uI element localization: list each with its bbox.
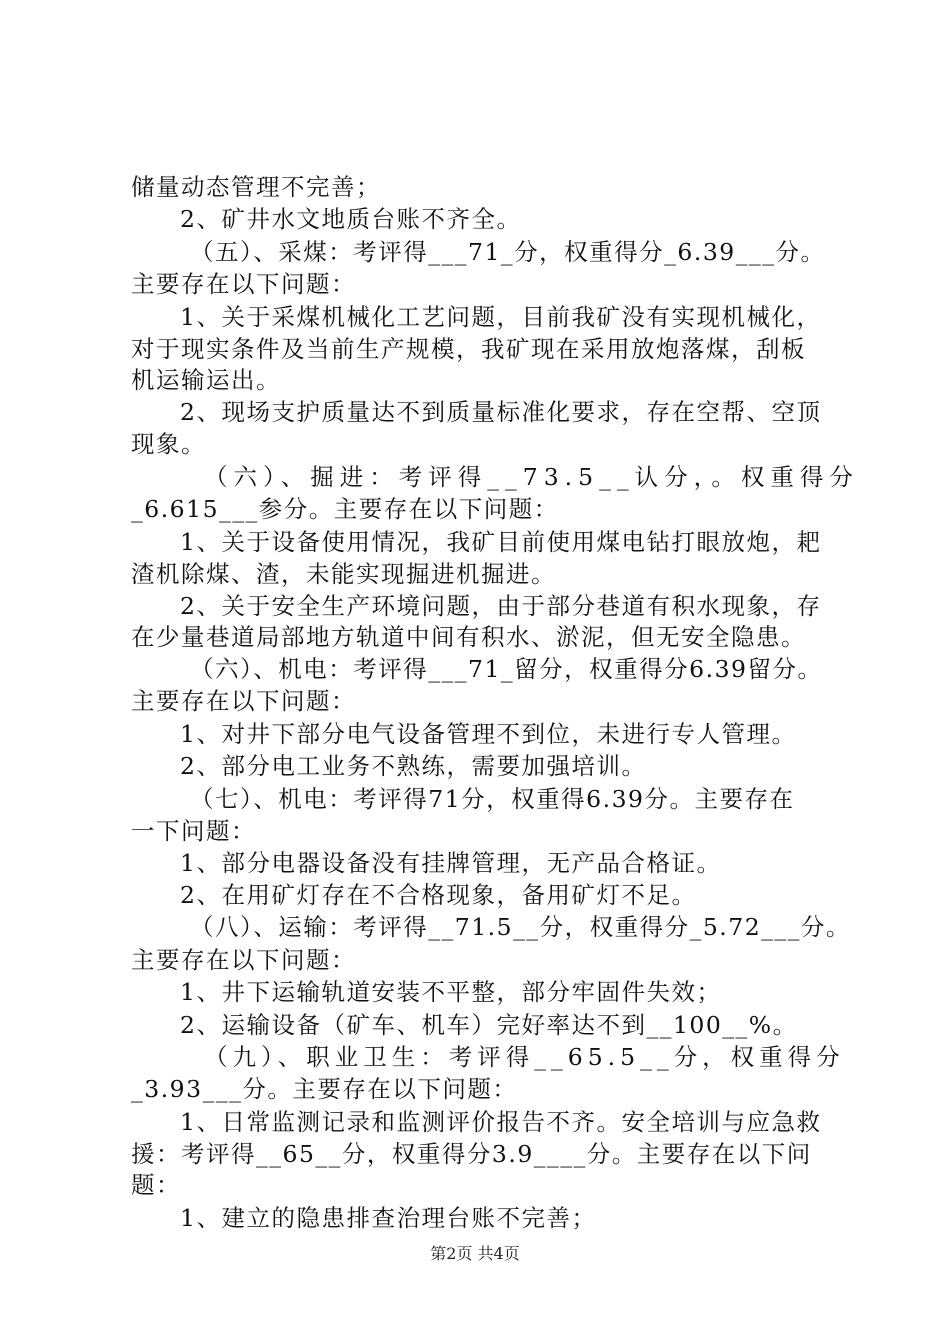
text-line: 2、在用矿灯存在不合格现象，备用矿灯不足。 — [180, 881, 697, 909]
text-line: _3.93___分。主要存在以下问题： — [131, 1075, 518, 1103]
section-heading: （六）、机电：考评得___71_留分，权重得分6.39留分。 — [190, 655, 823, 683]
text-line: 主要存在以下问题： — [131, 687, 356, 715]
text-line: 2、矿井水文地质台账不齐全。 — [180, 205, 522, 233]
text-line: 1、关于采煤机械化工艺问题，目前我矿没有实现机械化， — [180, 303, 822, 331]
section-heading: （七）、机电：考评得71分，权重得6.39分。主要存在 — [190, 785, 795, 813]
text-line: 题： — [131, 1171, 181, 1199]
text-line: _6.615___参分。主要存在以下问题： — [131, 495, 559, 523]
text-line: 1、对井下部分电气设备管理不到位，未进行专人管理。 — [180, 720, 797, 748]
text-line: 机运输运出。 — [131, 366, 281, 394]
text-line: 1、井下运输轨道安装不平整，部分牢固件失效； — [180, 978, 722, 1006]
text-line: 2、部分电工业务不熟练，需要加强培训。 — [180, 752, 647, 780]
text-line: 1、日常监测记录和监测评价报告不齐。安全培训与应急救 — [180, 1108, 822, 1136]
text-line: 主要存在以下问题： — [131, 270, 356, 298]
text-line: 现象。 — [131, 430, 206, 458]
section-heading: （八）、运输：考评得__71.5__分，权重得分_5.72___分。 — [190, 913, 851, 941]
page-footer: 第2页 共4页 — [430, 1244, 520, 1263]
text-line: 2、关于安全生产环境问题，由于部分巷道有积水现象，存 — [180, 592, 822, 620]
text-line: 在少量巷道局部地方轨道中间有积水、淤泥，但无安全隐患。 — [131, 623, 806, 651]
text-line: 对于现实条件及当前生产规模，我矿现在采用放炮落煤，刮板 — [131, 335, 806, 363]
text-line: 渣机除煤、渣，未能实现掘进机掘进。 — [131, 560, 556, 588]
text-line: 储量动态管理不完善； — [131, 173, 381, 201]
section-heading: （九）、职业卫生：考评得__65.5__分，权重得分 — [204, 1043, 845, 1071]
text-line: 1、部分电器设备没有挂牌管理，无产品合格证。 — [180, 849, 722, 877]
text-line: 一下问题： — [131, 817, 256, 845]
section-heading: （五）、采煤：考评得___71_分，权重得分_6.39___分。 — [190, 238, 826, 266]
text-line: 2、现场支护质量达不到质量标准化要求，存在空帮、空顶 — [180, 398, 822, 426]
text-line: 主要存在以下问题： — [131, 946, 356, 974]
section-heading: （六）、掘进：考评得__73.5__认分，。权重得分 — [204, 463, 859, 491]
text-line: 2、运输设备（矿车、机车）完好率达不到__100__%。 — [180, 1011, 798, 1039]
text-line: 援：考评得__65__分，权重得分3.9____分。主要存在以下问 — [131, 1140, 812, 1168]
text-line: 1、建立的隐患排查治理台账不完善； — [180, 1204, 597, 1232]
text-line: 1、关于设备使用情况，我矿目前使用煤电钻打眼放炮，耙 — [180, 528, 822, 556]
